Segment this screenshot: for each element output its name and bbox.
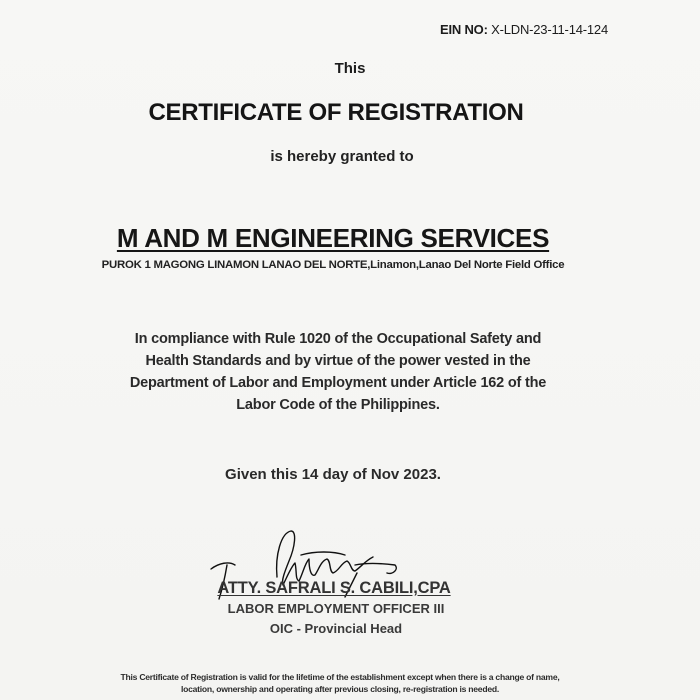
ein-label: EIN NO:	[440, 22, 488, 37]
validity-note	[0, 672, 690, 695]
signatory-name: ATTY. SAFRALI S. CABILI,CPA	[217, 579, 451, 597]
compliance-statement	[0, 328, 688, 416]
granted-to-text: is hereby granted to	[270, 148, 414, 165]
signatory-position: LABOR EMPLOYMENT OFFICER III	[227, 601, 445, 616]
ein-number	[440, 22, 608, 37]
intro-text: This	[334, 60, 366, 77]
company-address: PUROK 1 MAGONG LINAMON LANAO DEL NORTE,Linamon,Lanao Del Norte Field Office	[101, 259, 565, 271]
compliance-line: Labor Code of the Philippines.	[236, 397, 440, 413]
compliance-line: In compliance with Rule 1020 of the Occupational Safety and	[134, 331, 542, 347]
signatory-office: OIC - Provincial Head	[269, 621, 403, 636]
compliance-line: Department of Labor and Employment under Article 162 of the	[129, 375, 547, 391]
issue-date: Given this 14 day of Nov 2023.	[225, 466, 441, 483]
ein-value: X-LDN-23-11-14-124	[491, 22, 608, 37]
compliance-line: Health Standards and by virtue of the power vested in the	[145, 353, 531, 369]
validity-note-line: This Certificate of Registration is valid for the lifetime of the establishment except when there is a change of name,	[120, 672, 560, 682]
validity-note-line: location, ownership and operating after previous closing, re-registration is needed.	[180, 683, 500, 694]
company-name: M AND M ENGINEERING SERVICES	[116, 223, 550, 253]
certificate-title: CERTIFICATE OF REGISTRATION	[148, 99, 524, 126]
